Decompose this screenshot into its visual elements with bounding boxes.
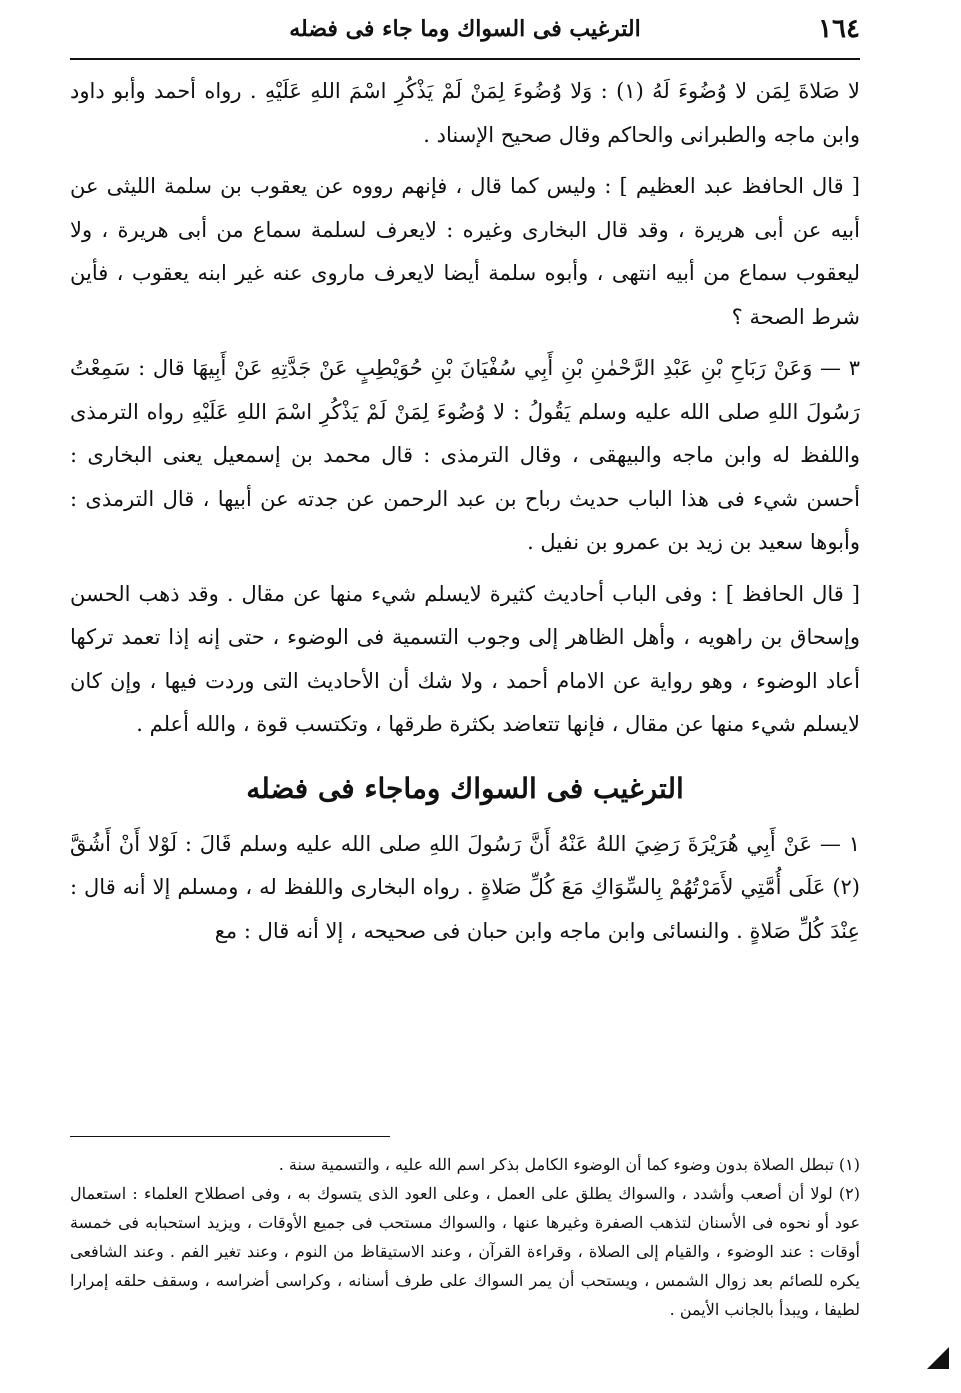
- footnote-divider: [70, 1136, 390, 1137]
- paragraph: ١ — عَنْ أَبِي هُرَيْرَةَ رَضِيَ اللهُ عَنْهُ أَنَّ رَسُولَ اللهِ صلى الله عليه وسلم قَالَ : لَوْلا أَنْ أَشُقَّ (٢) عَلَى أُمَّتِي لأَمَرْتُهُمْ بِالسِّوَاكِ مَعَ كُلِّ صَلاةٍ . رواه البخارى واللفظ له ، ومسلم إلا أنه قال : عِنْدَ كُلِّ صَلاةٍ . والنسائى وابن ماجه وابن حبان فى صحيحه ، إلا أنه قال : مع: [70, 831, 860, 943]
- running-title: الترغيب فى السواك وما جاء فى فضله: [289, 16, 641, 42]
- paragraph: لا صَلاةَ لِمَن لا وُضُوءَ لَهُ (١) : وَلا وُضُوءَ لِمَنْ لَمْ يَذْكُرِ اسْمَ اللهِ عَلَيْهِ . رواه أحمد وأبو داود وابن ماجه والطبرانى والحاكم وقال صحيح الإسناد .: [70, 79, 861, 147]
- footnotes: [70, 1150, 860, 1324]
- page-number: ١٦٤: [818, 14, 860, 44]
- footnote: (١) تبطل الصلاة بدون وضوء كما أن الوضوء الكامل بذكر اسم الله عليه ، والتسمية سنة .: [278, 1155, 860, 1174]
- header-divider: [70, 58, 860, 60]
- section-heading: الترغيب فى السواك وماجاء فى فضله: [246, 771, 684, 805]
- paragraph: [ قال الحافظ عبد العظيم ] : وليس كما قال ، فإنهم رووه عن يعقوب بن سلمة الليثى عن أبيه عن أبى هريرة ، وقد قال البخارى وغيره : لايعرف لسلمة سماع من أبى هريرة ، ولا ليعقوب سماع من أبيه انتهى ، وأبوه سلمة أيضا لايعرف ماروى عنه غير ابنه يعقوب ، فأين شرط الصحة ؟: [70, 174, 860, 329]
- paragraph: [ قال الحافظ ] : وفى الباب أحاديث كثيرة لايسلم شيء منها عن مقال . وقد ذهب الحسن وإسحاق بن راهويه ، وأهل الظاهر إلى وجوب التسمية فى الوضوء ، حتى إنه إذا تعمد تركها أعاد الوضوء ، وهو رواية عن الامام أحمد ، ولا شك أن الأحاديث التى وردت فيها ، وإن كان لايسلم شيء منها عن مقال ، فإنها تتعاضد بكثرة طرقها ، وتكتسب قوة ، والله أعلم .: [70, 581, 860, 736]
- footnote: (٢) لولا أن أصعب وأشدد ، والسواك يطلق على العمل ، وعلى العود الذى يتسوك به ، وفى اصطلاح العلماء : استعمال عود أو نحوه فى الأسنان لتذهب الصفرة وغيرها عنها ، والسواك مستحب فى جميع الأوقات ، ويزيد استحبابه فى خمسة أوقات : عند الوضوء ، والقيام إلى الصلاة ، وقراءة القرآن ، وعند الاستيقاظ من النوم ، وعند تغير الفم . وعند الشافعى يكره للصائم بعد زوال الشمس ، ويستحب أن يمر السواك على طرف أسنانه ، وكراسى أضراسه ، وسقف حلقه إمرارا لطيفا ، ويبدأ بالجانب الأيمن .: [70, 1184, 861, 1319]
- corner-triangle-icon: [927, 1347, 949, 1369]
- paragraph: ٣ — وَعَنْ رَبَاحِ بْنِ عَبْدِ الرَّحْمٰنِ بْنِ أَبِي سُفْيَانَ بْنِ حُوَيْطِبٍ عَنْ جَدَّتِهِ عَنْ أَبِيهَا قال : سَمِعْتُ رَسُولَ اللهِ صلى الله عليه وسلم يَقُولُ : لا وُضُوءَ لِمَنْ لَمْ يَذْكُرِ اسْمَ اللهِ عَلَيْهِ رواه الترمذى واللفظ له وابن ماجه والبيهقى ، وقال الترمذى : قال محمد بن إسمعيل يعنى البخارى : أحسن شيء فى هذا الباب حديث رباح بن عبد الرحمن عن جدته عن أبيها ، قال الترمذى : وأبوها سعيد بن زيد بن عمرو بن نفيل .: [70, 356, 861, 554]
- page-header: [70, 10, 860, 54]
- book-page: [70, 0, 860, 1393]
- main-text: [70, 70, 860, 961]
